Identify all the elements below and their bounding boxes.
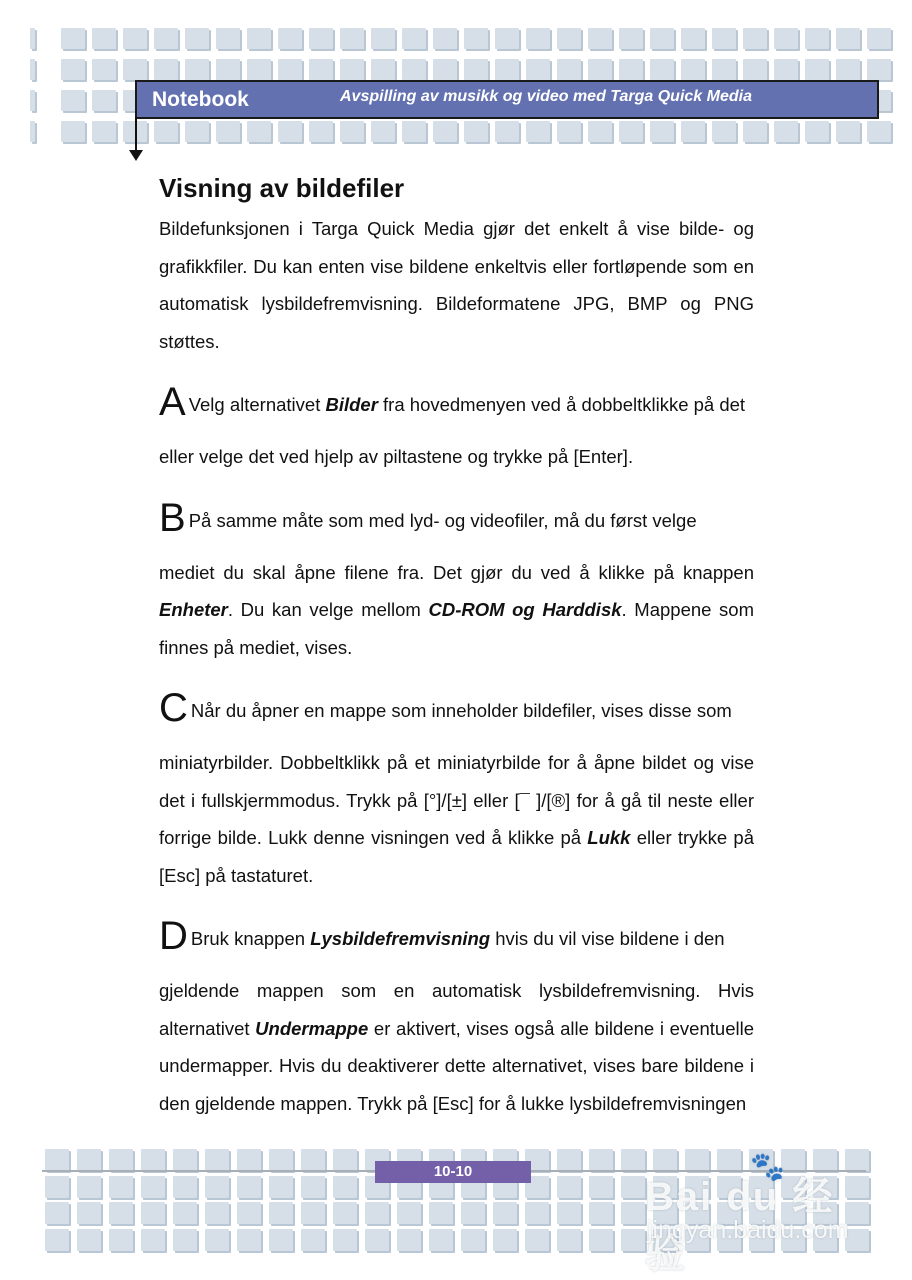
decorative-tile — [237, 1229, 261, 1251]
decorative-tile — [589, 1176, 613, 1198]
decorative-tile — [301, 1202, 325, 1224]
decorative-tile — [464, 121, 488, 142]
decorative-tile — [77, 1202, 101, 1224]
decorative-tile — [805, 121, 829, 142]
decorative-tile — [588, 121, 612, 142]
decorative-tile — [92, 121, 116, 142]
decorative-tile — [743, 121, 767, 142]
decorative-tile — [173, 1149, 197, 1171]
decorative-tile — [237, 1202, 261, 1224]
decorative-tile — [173, 1229, 197, 1251]
decorative-tile — [588, 28, 612, 49]
decorative-tile — [141, 1202, 165, 1224]
step-letter: A — [159, 380, 186, 424]
decorative-tile — [557, 1149, 581, 1171]
decorative-tile — [836, 59, 860, 80]
decorative-tile — [621, 1202, 645, 1224]
header-connector-line — [135, 117, 137, 152]
decorative-tile — [621, 1176, 645, 1198]
decorative-tile — [589, 1149, 613, 1171]
decorative-tile — [30, 121, 35, 142]
decorative-tile — [525, 1202, 549, 1224]
decorative-tile — [867, 28, 891, 49]
paw-icon: 🐾 — [750, 1151, 785, 1182]
decorative-tile — [109, 1229, 133, 1251]
decorative-tile — [493, 1229, 517, 1251]
decorative-tile — [402, 121, 426, 142]
decorative-tile — [205, 1202, 229, 1224]
decorative-tile — [712, 28, 736, 49]
step-letter: B — [159, 495, 186, 540]
decorative-tile — [123, 59, 147, 80]
decorative-tile — [92, 90, 116, 111]
decorative-tile — [173, 1202, 197, 1224]
step-c: C Når du åpner en mappe som inneholder bildefiler, vises disse som miniatyrbilder. Dobbeltklikk på et miniatyrbilde for å åpne bildet og vise det i fullskjermmodus. Trykk på [°]/[±] eller [¯ ]/[®] for å gå til neste eller forrige bilde. Lukk denne visningen ved å klikke på Lukk eller trykke på [Esc] på tastaturet. — [159, 686, 755, 886]
decorative-tile — [836, 28, 860, 49]
decorative-tile — [589, 1229, 613, 1251]
decorative-tile — [185, 121, 209, 142]
decorative-tile — [61, 28, 85, 49]
decorative-tile — [123, 28, 147, 49]
ui-term-cdrom-harddisk: CD-ROM og Harddisk — [428, 599, 622, 620]
decorative-tile — [301, 1176, 325, 1198]
decorative-tile — [621, 1229, 645, 1251]
decorative-tile — [365, 1202, 389, 1224]
decorative-tile — [30, 59, 35, 80]
decorative-tile — [712, 121, 736, 142]
decorative-tile — [45, 1149, 69, 1171]
decorative-tile — [371, 121, 395, 142]
decorative-tile — [30, 28, 35, 49]
arrow-down-icon — [129, 150, 143, 161]
ui-term-enheter: Enheter — [159, 599, 228, 620]
ui-term-lukk: Lukk — [587, 827, 631, 848]
decorative-tile — [650, 59, 674, 80]
decorative-tile — [333, 1149, 357, 1171]
decorative-tile — [141, 1149, 165, 1171]
decorative-tile — [621, 1149, 645, 1171]
intro-paragraph: Bildefunksjonen i Targa Quick Media gjør det enkelt å vise bilde- og grafikkfiler. Du kan enten vise bildene enkeltvis eller fortløpende som en automatisk lysbildefremvisning. Bildeformatene JPG, BMP og PNG støttes. — [159, 218, 754, 352]
decorative-tile — [525, 1229, 549, 1251]
ui-term-undermappe: Undermappe — [255, 1017, 369, 1039]
decorative-tile — [836, 121, 860, 142]
decorative-tile — [269, 1176, 293, 1198]
decorative-tile — [77, 1149, 101, 1171]
page-content — [159, 170, 754, 1122]
decorative-tile — [333, 1202, 357, 1224]
decorative-tile — [526, 121, 550, 142]
decorative-tile — [495, 28, 519, 49]
decorative-tile — [397, 1229, 421, 1251]
decorative-tile — [309, 59, 333, 80]
decorative-tile — [278, 59, 302, 80]
decorative-tile — [495, 59, 519, 80]
decorative-tile — [461, 1229, 485, 1251]
decorative-tile — [774, 59, 798, 80]
decorative-tile — [461, 1202, 485, 1224]
decorative-tile — [557, 59, 581, 80]
decorative-tile — [433, 121, 457, 142]
chapter-title: Avspilling av musikk og video med Targa Quick Media — [340, 88, 752, 105]
decorative-tile — [185, 28, 209, 49]
watermark-brand: Bai du 经验 — [645, 1175, 835, 1276]
decorative-tile — [681, 28, 705, 49]
decorative-tile — [269, 1229, 293, 1251]
decorative-tile — [154, 28, 178, 49]
watermark-url: jingyan.baidu.com — [647, 1216, 849, 1244]
decorative-tile — [109, 1176, 133, 1198]
decorative-tile — [45, 1202, 69, 1224]
decorative-tile — [619, 121, 643, 142]
decorative-tile — [340, 121, 364, 142]
decorative-tile — [109, 1202, 133, 1224]
decorative-tile — [301, 1149, 325, 1171]
decorative-tile — [429, 1229, 453, 1251]
decorative-tile — [61, 121, 85, 142]
decorative-tile — [371, 59, 395, 80]
step-a: A Velg alternativet Bilder fra hovedmenyen ved å dobbeltklikke på det eller velge det ved hjelp av piltastene og trykke på [Enter]. — [159, 380, 746, 467]
decorative-tile — [774, 28, 798, 49]
decorative-tile — [526, 28, 550, 49]
decorative-tile — [247, 59, 271, 80]
decorative-tile — [185, 59, 209, 80]
decorative-tile — [402, 59, 426, 80]
decorative-tile — [557, 1202, 581, 1224]
decorative-tile — [429, 1202, 453, 1224]
ui-term-bilder: Bilder — [325, 394, 378, 415]
decorative-tile — [495, 121, 519, 142]
decorative-tile — [774, 121, 798, 142]
decorative-tile — [340, 28, 364, 49]
decorative-tile — [247, 28, 271, 49]
decorative-tile — [557, 1176, 581, 1198]
decorative-tile — [365, 1229, 389, 1251]
decorative-tile — [309, 28, 333, 49]
decorative-tile — [77, 1176, 101, 1198]
decorative-tile — [619, 28, 643, 49]
decorative-tile — [712, 59, 736, 80]
ui-term-lysbildefremvisning: Lysbildefremvisning — [310, 928, 491, 949]
decorative-tile — [45, 1229, 69, 1251]
page-number: 10-10 — [375, 1161, 531, 1183]
decorative-tile — [92, 59, 116, 80]
decorative-tile — [45, 1176, 69, 1198]
decorative-tile — [589, 1202, 613, 1224]
decorative-tile — [681, 121, 705, 142]
decorative-tile — [333, 1176, 357, 1198]
decorative-tile — [109, 1149, 133, 1171]
decorative-tile — [141, 1176, 165, 1198]
decorative-tile — [743, 28, 767, 49]
decorative-tile — [278, 121, 302, 142]
decorative-tile — [464, 59, 488, 80]
decorative-tile — [301, 1229, 325, 1251]
decorative-tile — [557, 121, 581, 142]
header-bar — [135, 80, 879, 119]
step-letter: C — [159, 686, 188, 730]
decorative-tile — [397, 1202, 421, 1224]
decorative-tile — [141, 1229, 165, 1251]
decorative-tile — [30, 90, 35, 111]
decorative-tile — [402, 28, 426, 49]
decorative-tile — [681, 59, 705, 80]
decorative-tile — [493, 1202, 517, 1224]
decorative-tile — [340, 59, 364, 80]
decorative-tile — [205, 1176, 229, 1198]
decorative-tile — [216, 28, 240, 49]
decorative-tile — [867, 59, 891, 80]
decorative-tile — [433, 28, 457, 49]
decorative-tile — [205, 1149, 229, 1171]
decorative-tile — [154, 59, 178, 80]
decorative-tile — [526, 59, 550, 80]
decorative-tile — [309, 121, 333, 142]
decorative-tile — [588, 59, 612, 80]
decorative-tile — [650, 28, 674, 49]
decorative-tile — [237, 1176, 261, 1198]
decorative-tile — [333, 1229, 357, 1251]
decorative-tile — [237, 1149, 261, 1171]
step-b: B På samme måte som med lyd- og videofiler, må du først velge mediet du skal åpne filene fra. Det gjør du ved å klikke på knappen Enheter. Du kan velge mellom CD-ROM og Harddisk. Mappene som finnes på mediet, vises. — [159, 495, 755, 658]
decorative-tile — [269, 1202, 293, 1224]
decorative-tile — [154, 121, 178, 142]
decorative-tile — [557, 1229, 581, 1251]
decorative-tile — [278, 28, 302, 49]
decorative-tile — [205, 1229, 229, 1251]
decorative-tile — [464, 28, 488, 49]
decorative-tile — [805, 28, 829, 49]
decorative-tile — [173, 1176, 197, 1198]
decorative-tile — [269, 1149, 293, 1171]
decorative-tile — [619, 59, 643, 80]
decorative-tile — [433, 59, 457, 80]
decorative-tile — [867, 121, 891, 142]
decorative-tile — [650, 121, 674, 142]
decorative-tile — [371, 28, 395, 49]
decorative-tile — [247, 121, 271, 142]
decorative-tile — [61, 90, 85, 111]
decorative-tile — [61, 59, 85, 80]
decorative-tile — [216, 59, 240, 80]
decorative-tile — [77, 1229, 101, 1251]
section-label: Notebook — [152, 88, 249, 111]
step-letter: D — [159, 914, 188, 958]
page-title: Visning av bildefiler — [159, 173, 405, 203]
decorative-tile — [92, 28, 116, 49]
decorative-tile — [557, 28, 581, 49]
decorative-tile — [743, 59, 767, 80]
step-d: D Bruk knappen Lysbildefremvisning hvis du vil vise bildene i den gjeldende mappen som en automatisk lysbildefremvisning. Hvis alternativet Undermappe er aktivert, vises også alle bildene i eventuelle undermapper. Hvis du deaktiverer dette alternativet, vises bare bildene i den gjeldende mappen. Trykk på [Esc] for å lukke lysbildefremvisningen — [159, 914, 754, 1114]
decorative-tile — [216, 121, 240, 142]
decorative-tile — [805, 59, 829, 80]
